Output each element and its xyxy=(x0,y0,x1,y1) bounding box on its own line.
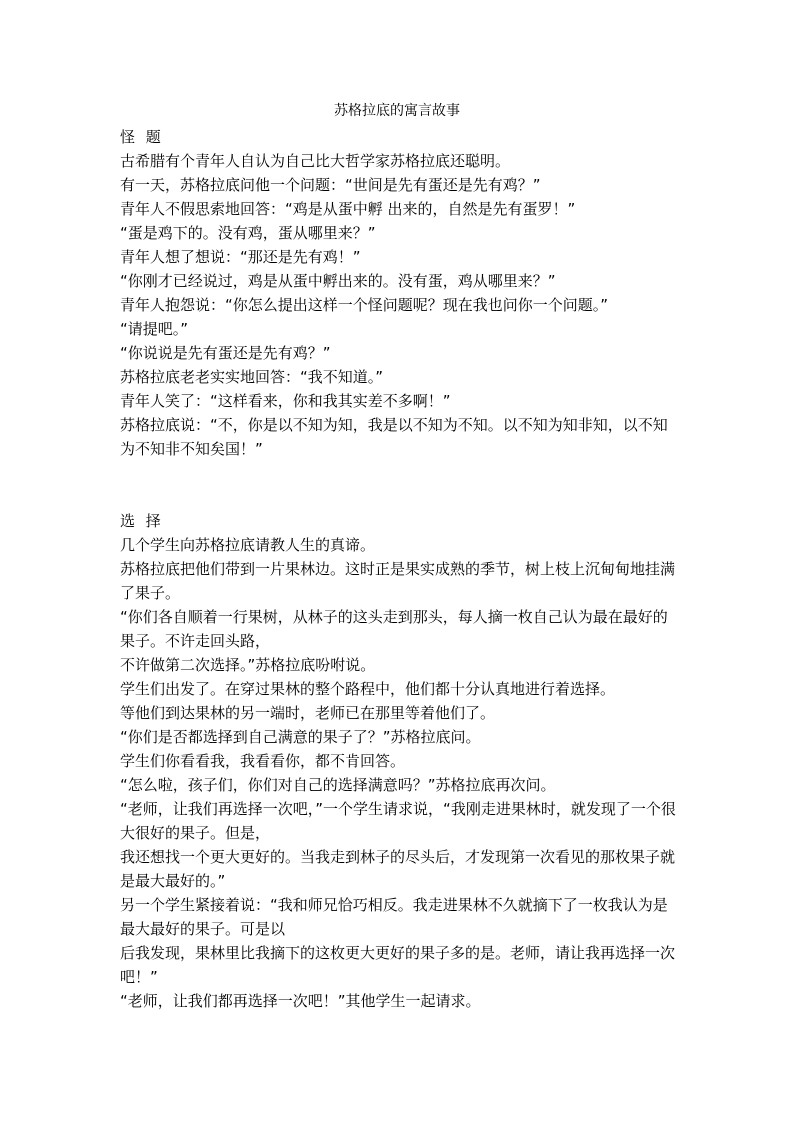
paragraph: 青年人抱怨说：“你怎么提出这样一个怪问题呢？现在我也问你一个问题。” xyxy=(120,296,609,314)
paragraph: 古希腊有个青年人自认为自己比大哲学家苏格拉底还聪明。 xyxy=(120,152,511,170)
paragraph: 有一天，苏格拉底问他一个问题：“世间是先有蛋还是先有鸡？” xyxy=(120,176,541,194)
section-spacer xyxy=(120,461,680,509)
paragraph: 等他们到达果林的另一端时，老师已在那里等着他们了。 xyxy=(120,704,496,722)
paragraph: 学生们出发了。在穿过果林的整个路程中，他们都十分认真地进行着选择。 xyxy=(120,680,616,698)
section-heading-strange-question: 怪 题 xyxy=(120,128,164,146)
paragraph: 苏格拉底说：“不，你是以不知为知，我是以不知为不知。以不知为知非知，以不知为不知非不知矣国！” xyxy=(120,416,668,458)
paragraph: “蛋是鸡下的。没有鸡，蛋从哪里来？” xyxy=(120,224,376,242)
section-heading-choice: 选 择 xyxy=(120,512,164,530)
paragraph: “老师，让我们都再选择一次吧！”其他学生一起请求。 xyxy=(120,992,481,1010)
document-title: 苏格拉底的寓言故事 xyxy=(334,103,460,119)
paragraph: 青年人笑了：“这样看来，你和我其实差不多啊！” xyxy=(120,392,451,410)
paragraph: 青年人不假思索地回答：“鸡是从蛋中孵 出来的，自然是先有蛋罗！” xyxy=(120,200,576,218)
paragraph: “你们各自顺着一行果树，从林子的这头走到那头，每人摘一枚自己认为最在最好的果子。不许走回头路， xyxy=(120,608,668,650)
paragraph: 苏格拉底老老实实地回答：“我不知道。” xyxy=(120,368,384,386)
paragraph: 另一个学生紧接着说：“我和师兄恰巧相反。我走进果林不久就摘下了一枚我认为是最大最好的果子。可是以 xyxy=(120,896,668,938)
paragraph: “怎么啦，孩子们，你们对自己的选择满意吗？”苏格拉底再次问。 xyxy=(120,776,556,794)
paragraph: “你说说是先有蛋还是先有鸡？” xyxy=(120,344,331,362)
paragraph: “请提吧。” xyxy=(120,320,189,338)
paragraph: 苏格拉底把他们带到一片果林边。这时正是果实成熟的季节，树上枝上沉甸甸地挂满了果子。 xyxy=(120,560,676,602)
paragraph: 几个学生向苏格拉底请教人生的真谛。 xyxy=(120,536,376,554)
document-body xyxy=(120,125,680,1013)
paragraph: 后我发现，果林里比我摘下的这枚更大更好的果子多的是。老师，请让我再选择一次吧！” xyxy=(120,944,676,986)
paragraph: “你们是否都选择到自己满意的果子了？”苏格拉底问。 xyxy=(120,728,481,746)
paragraph: 我还想找一个更大更好的。当我走到林子的尽头后，才发现第一次看见的那枚果子就是最大最好的。” xyxy=(120,848,676,890)
paragraph: “你刚才已经说过，鸡是从蛋中孵出来的。没有蛋，鸡从哪里来？” xyxy=(120,272,556,290)
paragraph: 青年人想了想说：“那还是先有鸡！” xyxy=(120,248,361,266)
paragraph: “老师，让我们再选择一次吧，”一个学生请求说，“我刚走进果林时，就发现了一个很大很好的果子。但是， xyxy=(120,800,676,842)
paragraph: 学生们你看看我，我看看你，都不肯回答。 xyxy=(120,752,406,770)
paragraph: 不许做第二次选择。”苏格拉底吩咐说。 xyxy=(120,656,376,674)
